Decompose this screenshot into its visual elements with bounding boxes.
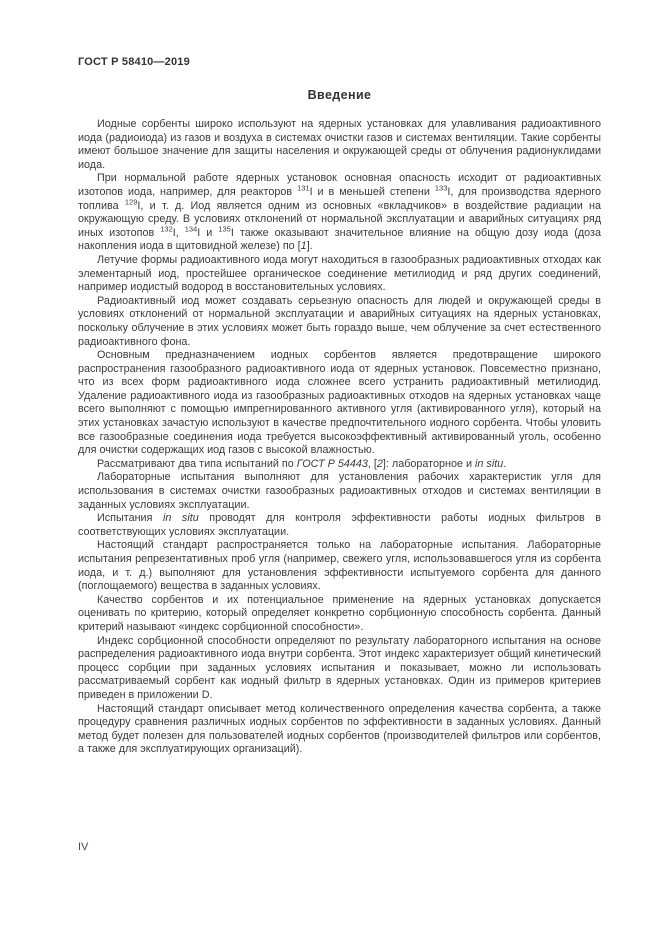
paragraph: Настоящий стандарт распространяется только на лабораторные испытания. Лабораторные испытания репрезентативных проб угля (например, свежего угля, использовавшегося угля из сорбента иода, и т. д.) выполняют для установления эффективности испытуемого сорбента для данного (поглощаемого) вещества в заданных условиях.: [78, 539, 601, 593]
section-title: Введение: [307, 88, 372, 102]
paragraph: Качество сорбентов и их потенциальное применение на ядерных установках допускается оценивать по критерию, который определяет конкретно сорбционную способность сорбента. Данный критерий называют «индекс сорбционной способности».: [78, 593, 601, 633]
paragraph: Настоящий стандарт описывает метод количественного определения качества сорбента, а также процедуру сравнения различных иодных сорбентов по эффективности в заданных условиях. Данный метод будет полезен для пользователей иодных сорбентов (производителей фильтров или сорбентов, а также для эксплуатирующих организаций).: [78, 702, 601, 756]
paragraph: Индекс сорбционной способности определяют по результату лабораторного испытания на основе распределения радиоактивного иода внутри сорбента. Этот индекс характеризует общий кинетический процесс сорбции при заданных условиях испытания и показывает, можно ли использовать рассматриваемый сорбент как иодный фильтр в ядерных установках. Один из примеров критериев приведен в приложении D.: [78, 634, 601, 701]
document-code-header: ГОСТ Р 58410—2019: [78, 56, 190, 68]
paragraph: Испытания in situ проводят для контроля эффективности работы иодных фильтров в соответствующих условиях эксплуатации.: [78, 512, 601, 538]
paragraph: Летучие формы радиоактивного иода могут находиться в газообразных радиоактивных отходах как элементарный иод, простейшее органическое соединение метилиодид и ряд других соединений, например иодистый водород в восстановительных условиях.: [78, 253, 601, 294]
paragraph: Рассматривают два типа испытаний по ГОСТ Р 54443, [2]: лабораторное и in situ.: [97, 457, 507, 470]
page-content: [78, 56, 601, 757]
paragraph: Радиоактивный иод может создавать серьезную опасность для людей и окружающей среды в условиях отклонений от нормальной эксплуатации и аварийных ситуациях на ядерных установках, поскольку облучение в этих условиях может быть гораздо выше, чем облучение за счет естественного радиоактивного фона.: [78, 294, 601, 348]
page-number: IV: [78, 841, 89, 853]
paragraph: Иодные сорбенты широко используют на ядерных установках для улавливания радиоактивного иода (радиоиода) из газов и воздуха в системах очистки газов и системах вентиляции. Такие сорбенты имеют большое значение для защиты населения и окружающей среды от облучения радионуклидами иода.: [78, 118, 601, 171]
paragraphs: [78, 118, 601, 757]
paragraph: Лабораторные испытания выполняют для установления рабочих характеристик угля для использования в системах очистки газообразных радиоактивных отходов и системах вентиляции в заданных условиях эксплуатации.: [78, 471, 601, 511]
paragraph: При нормальной работе ядерных установок основная опасность исходит от радиоактивных изотопов иода, например, для реакторов $^{131}$I и в меньшей степени $^{133}$I, для производства ядерного топлива $^{129}$I, и т. д. Иод является одним из основных «вкладчиков» в воздействие радиации на окружающую среду. В условиях отклонений от нормальной эксплуатации и аварийных ситуациях ряд иных изотопов $^{132}$I, $^{134}$I и $^{135}$I также оказывают значительное влияние на общую дозу иода (доза накопления иода в щитовидной железе) по [1].: [78, 172, 602, 253]
paragraph: Основным предназначением иодных сорбентов является предотвращение широкого распространения газообразного радиоактивного иода от ядерных установок. Повсеместно признано, что из всех форм радиоактивного иода сложнее всего устранить радиоактивный метилиодид. Удаление радиоактивного иода из газообразных радиоактивных отходов на ядерных установках чаще всего выполняют с помощью импрегнированного активного угля (активированного угля), который на этих установках зачастую используют в качестве предпочтительного иодного сорбента. Чтобы уловить все газообразные соединения иода требуется высокоэффективный активированный уголь, особенно для очистки содержащих иод газов с высокой влажностью.: [78, 349, 601, 457]
